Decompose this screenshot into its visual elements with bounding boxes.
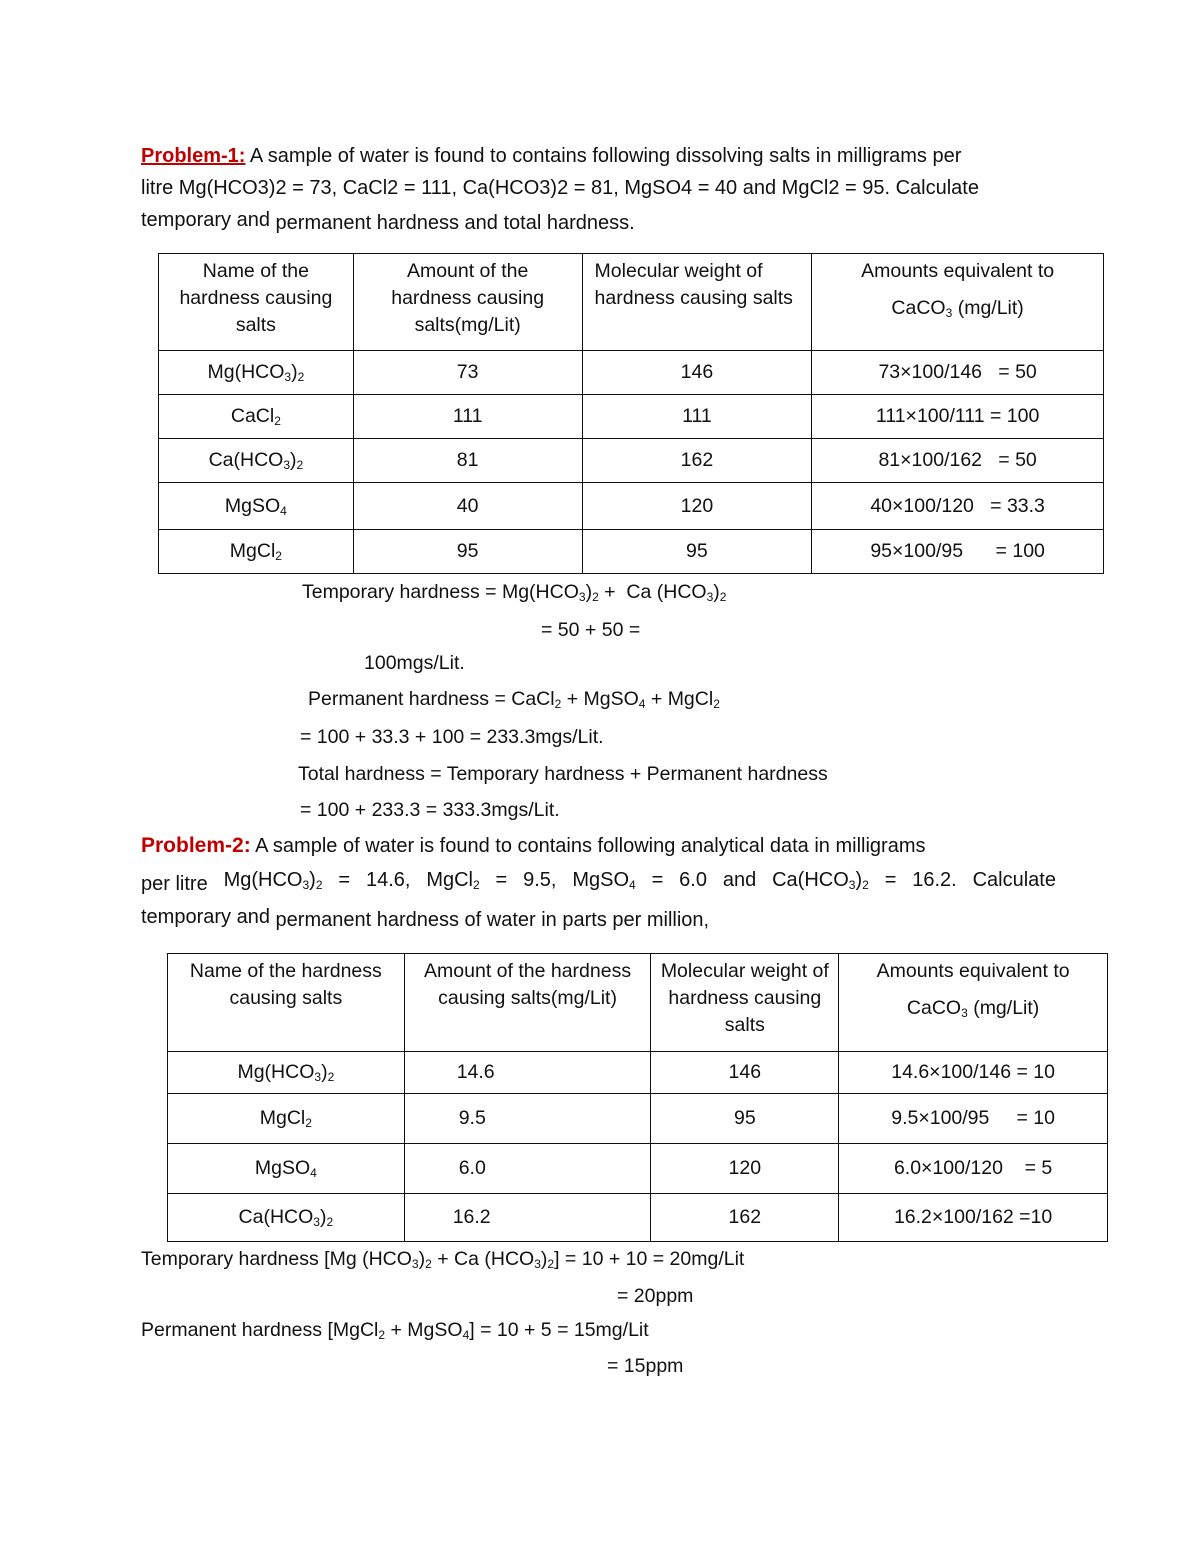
salt-mw: 162 bbox=[651, 1194, 839, 1242]
problem1-text-line1: A sample of water is found to contains following dissolving salts in milligrams per bbox=[249, 145, 962, 167]
table-row bbox=[159, 439, 1104, 483]
salt-name: $Mg(HCO_3)_2$ bbox=[168, 1052, 405, 1094]
salt-mw: 95 bbox=[582, 530, 812, 574]
salt-mw: 146 bbox=[651, 1052, 839, 1094]
table-row bbox=[159, 351, 1104, 395]
table-header-row bbox=[168, 954, 1108, 1052]
problem2-text-line3a: temporary and bbox=[141, 906, 270, 928]
header-salt-name: Name of the hardness causing salts bbox=[168, 954, 405, 1052]
salt-amount: 14.6 bbox=[404, 1052, 651, 1094]
temp-hardness-formula: Temporary hardness = $Mg(HCO_3)_2 + Ca$ $(HCO_3)_2$ bbox=[302, 581, 727, 604]
salt-equivalent: 111×100/111 = 100 bbox=[812, 395, 1104, 439]
salt-mw: 111 bbox=[582, 395, 812, 439]
table-row bbox=[159, 483, 1104, 530]
problem2-text-line1: A sample of water is found to contains following analytical data in milligrams bbox=[255, 835, 926, 857]
header-salt-name: Name of the hardness causing salts bbox=[159, 254, 354, 351]
perm-hardness-calc: = 100 + 33.3 + 100 = 233.3mgs/Lit. bbox=[300, 726, 604, 748]
problem1-text-line2: litre Mg(HCO3)2 = 73, CaCl2 = 111, Ca(HCO3)2 = 81, MgSO4 = 40 and MgCl2 = 95. Calculate bbox=[141, 177, 979, 199]
salt-amount: 9.5 bbox=[404, 1094, 651, 1144]
salt-name: MgSO$_4$ bbox=[159, 483, 354, 530]
problem2-line3 bbox=[141, 906, 710, 931]
problem2-text-line3b: permanent hardness of water in parts per million, bbox=[275, 909, 710, 931]
header-amount: Amount of the hardness causing salts(mg/Lit) bbox=[404, 954, 651, 1052]
salt-amount: 16.2 bbox=[404, 1194, 651, 1242]
salt-name: MgCl$_2$ bbox=[159, 530, 354, 574]
salt-equivalent: 40×100/120 = 33.3 bbox=[812, 483, 1104, 530]
header-equivalent: Amounts equivalent to CaCO$_3$ (mg/Lit) bbox=[839, 954, 1108, 1052]
salt-equivalent: 9.5×100/95 = 10 bbox=[839, 1094, 1108, 1144]
problem1-text-line3a: temporary and bbox=[141, 209, 270, 231]
problem2-label: Problem-2: bbox=[141, 834, 251, 857]
salt-mw: 95 bbox=[651, 1094, 839, 1144]
table-row bbox=[159, 530, 1104, 574]
salt-amount: 111 bbox=[353, 395, 582, 439]
problem1-label: Problem-1: bbox=[141, 145, 246, 167]
problem1-text-line3b: permanent hardness and total hardness. bbox=[275, 212, 635, 234]
salt-amount: 40 bbox=[353, 483, 582, 530]
salt-name: $Ca(HCO_3)_2$ bbox=[168, 1194, 405, 1242]
total-hardness-formula: Total hardness = Temporary hardness + Permanent hardness bbox=[298, 763, 828, 785]
header-equivalent: Amounts equivalent to CaCO$_3$ (mg/Lit) bbox=[812, 254, 1104, 351]
p2-perm-hardness-ppm: = 15ppm bbox=[607, 1355, 684, 1377]
salt-name: $Mg(HCO_3)_2$ bbox=[159, 351, 354, 395]
problem2-text-line2a: per litre bbox=[141, 873, 208, 895]
salt-equivalent: 16.2×100/162 =10 bbox=[839, 1194, 1108, 1242]
salt-mw: 162 bbox=[582, 439, 812, 483]
temp-hardness-sum: = 50 + 50 = bbox=[541, 619, 641, 641]
table-row bbox=[168, 1052, 1108, 1094]
salt-equivalent: 73×100/146 = 50 bbox=[812, 351, 1104, 395]
salt-mw: 120 bbox=[651, 1144, 839, 1194]
salt-equivalent: 14.6×100/146 = 10 bbox=[839, 1052, 1108, 1094]
salt-amount: 81 bbox=[353, 439, 582, 483]
salt-amount: 95 bbox=[353, 530, 582, 574]
temp-hardness-result: 100mgs/Lit. bbox=[364, 652, 465, 674]
header-mol-weight: Molecular weight of hardness causing salts bbox=[651, 954, 839, 1052]
salt-mw: 146 bbox=[582, 351, 812, 395]
problem1-line1 bbox=[141, 146, 961, 166]
header-mol-weight: Molecular weight of hardness causing salts bbox=[582, 254, 812, 351]
total-hardness-calc: = 100 + 233.3 = 333.3mgs/Lit. bbox=[300, 799, 560, 821]
table-header-row bbox=[159, 254, 1104, 351]
header-amount: Amount of the hardness causing salts(mg/Lit) bbox=[353, 254, 582, 351]
salt-equivalent: 95×100/95 = 100 bbox=[812, 530, 1104, 574]
problem2-line1 bbox=[141, 836, 925, 856]
salt-equivalent: 6.0×100/120 = 5 bbox=[839, 1144, 1108, 1194]
problem1-line3 bbox=[141, 209, 635, 234]
salt-name: $Ca(HCO_3)_2$ bbox=[159, 439, 354, 483]
salt-name: MgCl$_2$ bbox=[168, 1094, 405, 1144]
problem1-table bbox=[158, 253, 1104, 574]
table-row bbox=[159, 395, 1104, 439]
problem2-table bbox=[167, 953, 1108, 1242]
problem1-line2 bbox=[141, 178, 979, 198]
p2-temp-hardness-ppm: = 20ppm bbox=[617, 1285, 694, 1307]
table-row bbox=[168, 1194, 1108, 1242]
salt-amount: 73 bbox=[353, 351, 582, 395]
p2-perm-hardness-formula: Permanent hardness [MgCl$_2$ + MgSO$_4$] = 10 + 5 = 15mg/Lit bbox=[141, 1319, 649, 1342]
problem2-line2: per litre $Mg(HCO_3)_2$ = 14.6, MgCl$_2$ = 9.5, MgSO$_4$ = 6.0 and $Ca(HCO_3)_2$ = 16.2. Calculate bbox=[141, 869, 1056, 895]
salt-name: CaCl$_2$ bbox=[159, 395, 354, 439]
perm-hardness-formula: Permanent hardness = CaCl$_2$ + MgSO$_4$ + MgCl$_2$ bbox=[308, 688, 720, 711]
table-row bbox=[168, 1094, 1108, 1144]
salt-mw: 120 bbox=[582, 483, 812, 530]
salt-name: MgSO$_4$ bbox=[168, 1144, 405, 1194]
salt-equivalent: 81×100/162 = 50 bbox=[812, 439, 1104, 483]
table-row bbox=[168, 1144, 1108, 1194]
salt-amount: 6.0 bbox=[404, 1144, 651, 1194]
p2-temp-hardness-formula: Temporary hardness [Mg $(HCO_3)_2 + Ca$ $(HCO_3)_2] = 10 + 10 = 20mg/Lit$ bbox=[141, 1248, 745, 1271]
